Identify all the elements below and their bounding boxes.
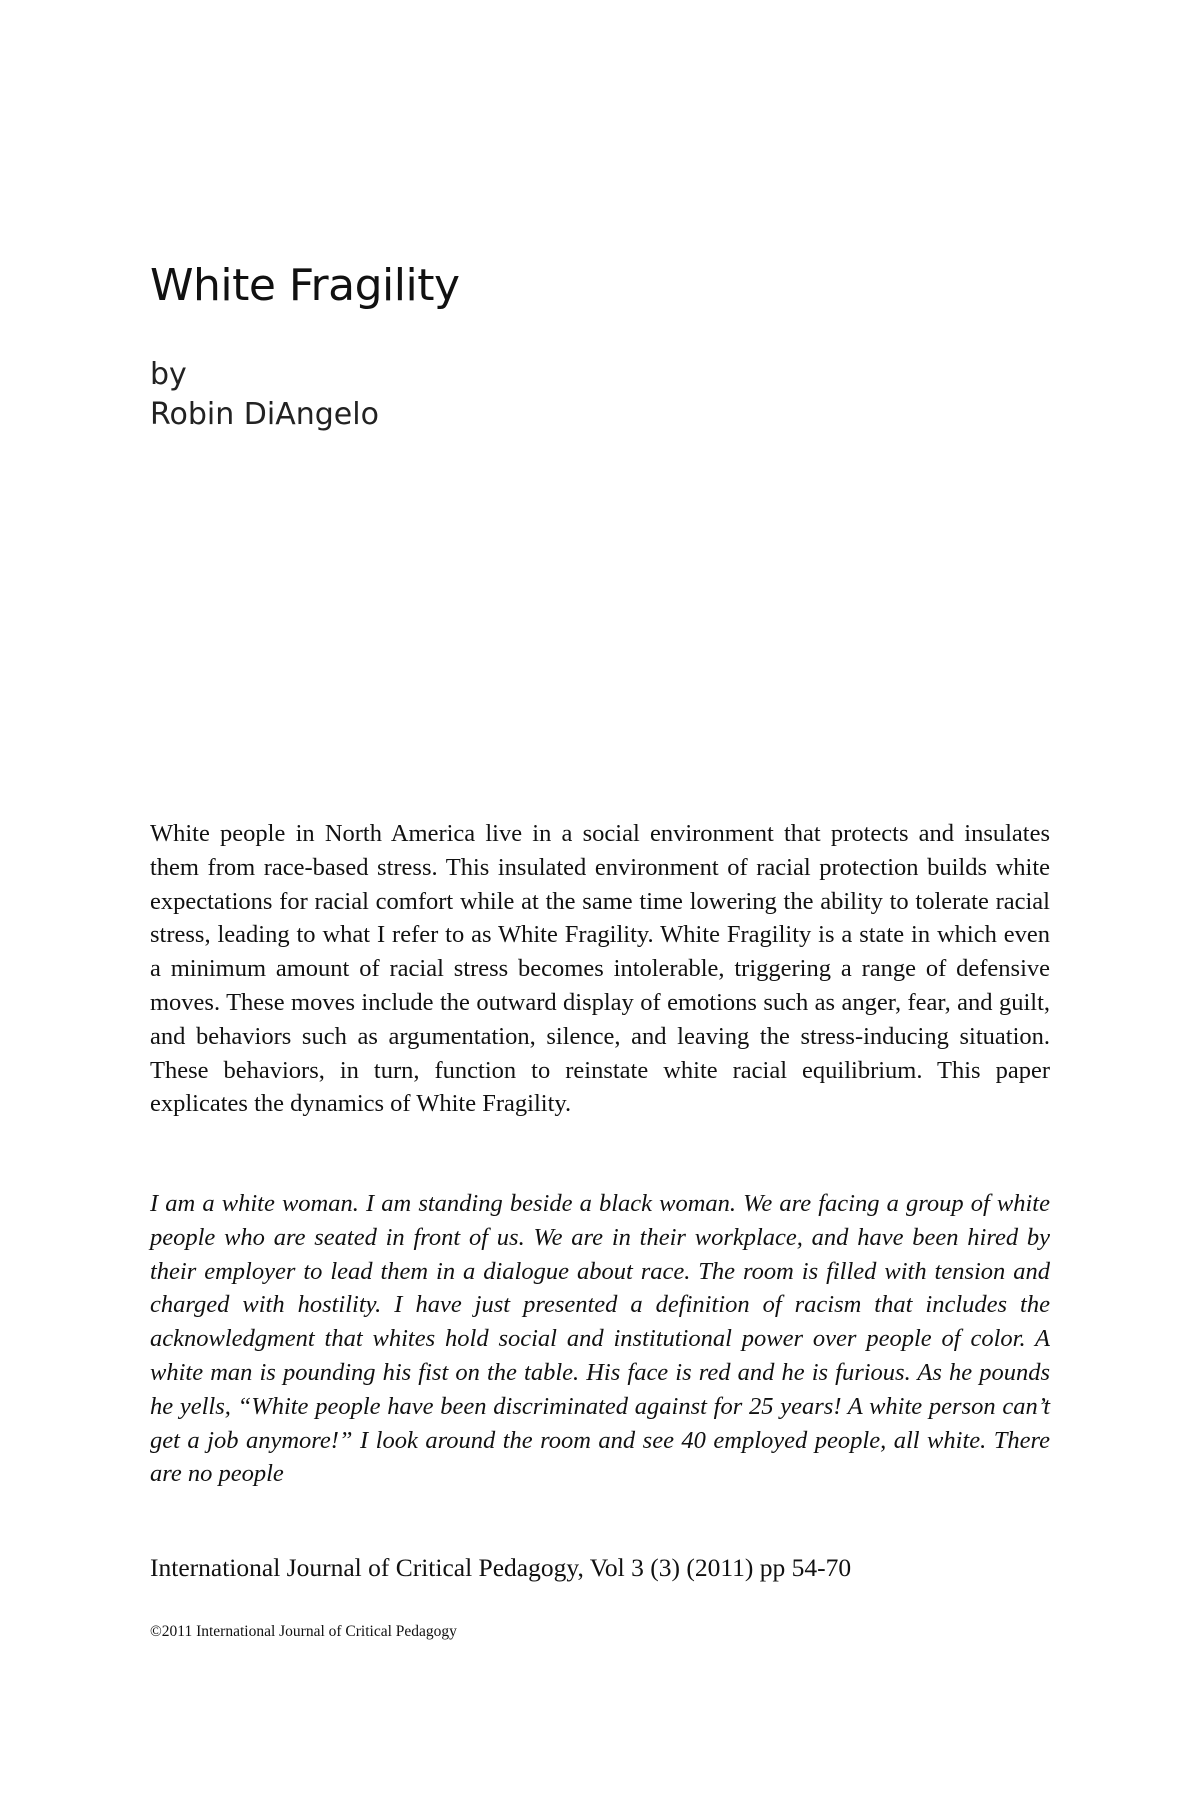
author-name: Robin DiAngelo xyxy=(150,397,379,432)
abstract-paragraph: White people in North America live in a social environment that protects and insulates them from race-based stress. This insulated environment of racial protection builds white expectations for racial comfort while at the same time lowering the ability to tolerate racial stress, leading to what I refer to as White Fragility. White Fragility is a state in which even a minimum amount of racial stress becomes intolerable, triggering a range of defensive moves. These moves include the outward display of emotions such as anger, fear, and guilt, and behaviors such as argumentation, silence, and leaving the stress-inducing situation. These behaviors, in turn, function to reinstate white racial equilibrium. This paper explicates the dynamics of White Fragility. xyxy=(150,820,1050,1118)
narrative-paragraph: I am a white woman. I am standing beside a black woman. We are facing a group of white people who are seated in front of us. We are in their workplace, and have been hired by their employer to lead them in a dialogue about race. The room is filled with tension and charged with hostility. I have just presented a definition of racism that includes the acknowledgment that whites hold social and institutional power over people of color. A white man is pounding his fist on the table. His face is red and he is furious. As he pounds he yells, “White people have been discriminated against for 25 years! A white person can’t get a job anymore!” I look around the room and see 40 employed people, all white. There are no people xyxy=(150,1190,1050,1488)
article-title: White Fragility xyxy=(150,260,460,311)
copyright-notice: ©2011 International Journal of Critical Pedagogy xyxy=(150,1623,457,1640)
journal-citation: International Journal of Critical Pedagogy, Vol 3 (3) (2011) pp 54-70 xyxy=(150,1553,852,1582)
byline-by: by xyxy=(150,357,187,392)
byline xyxy=(150,355,379,435)
